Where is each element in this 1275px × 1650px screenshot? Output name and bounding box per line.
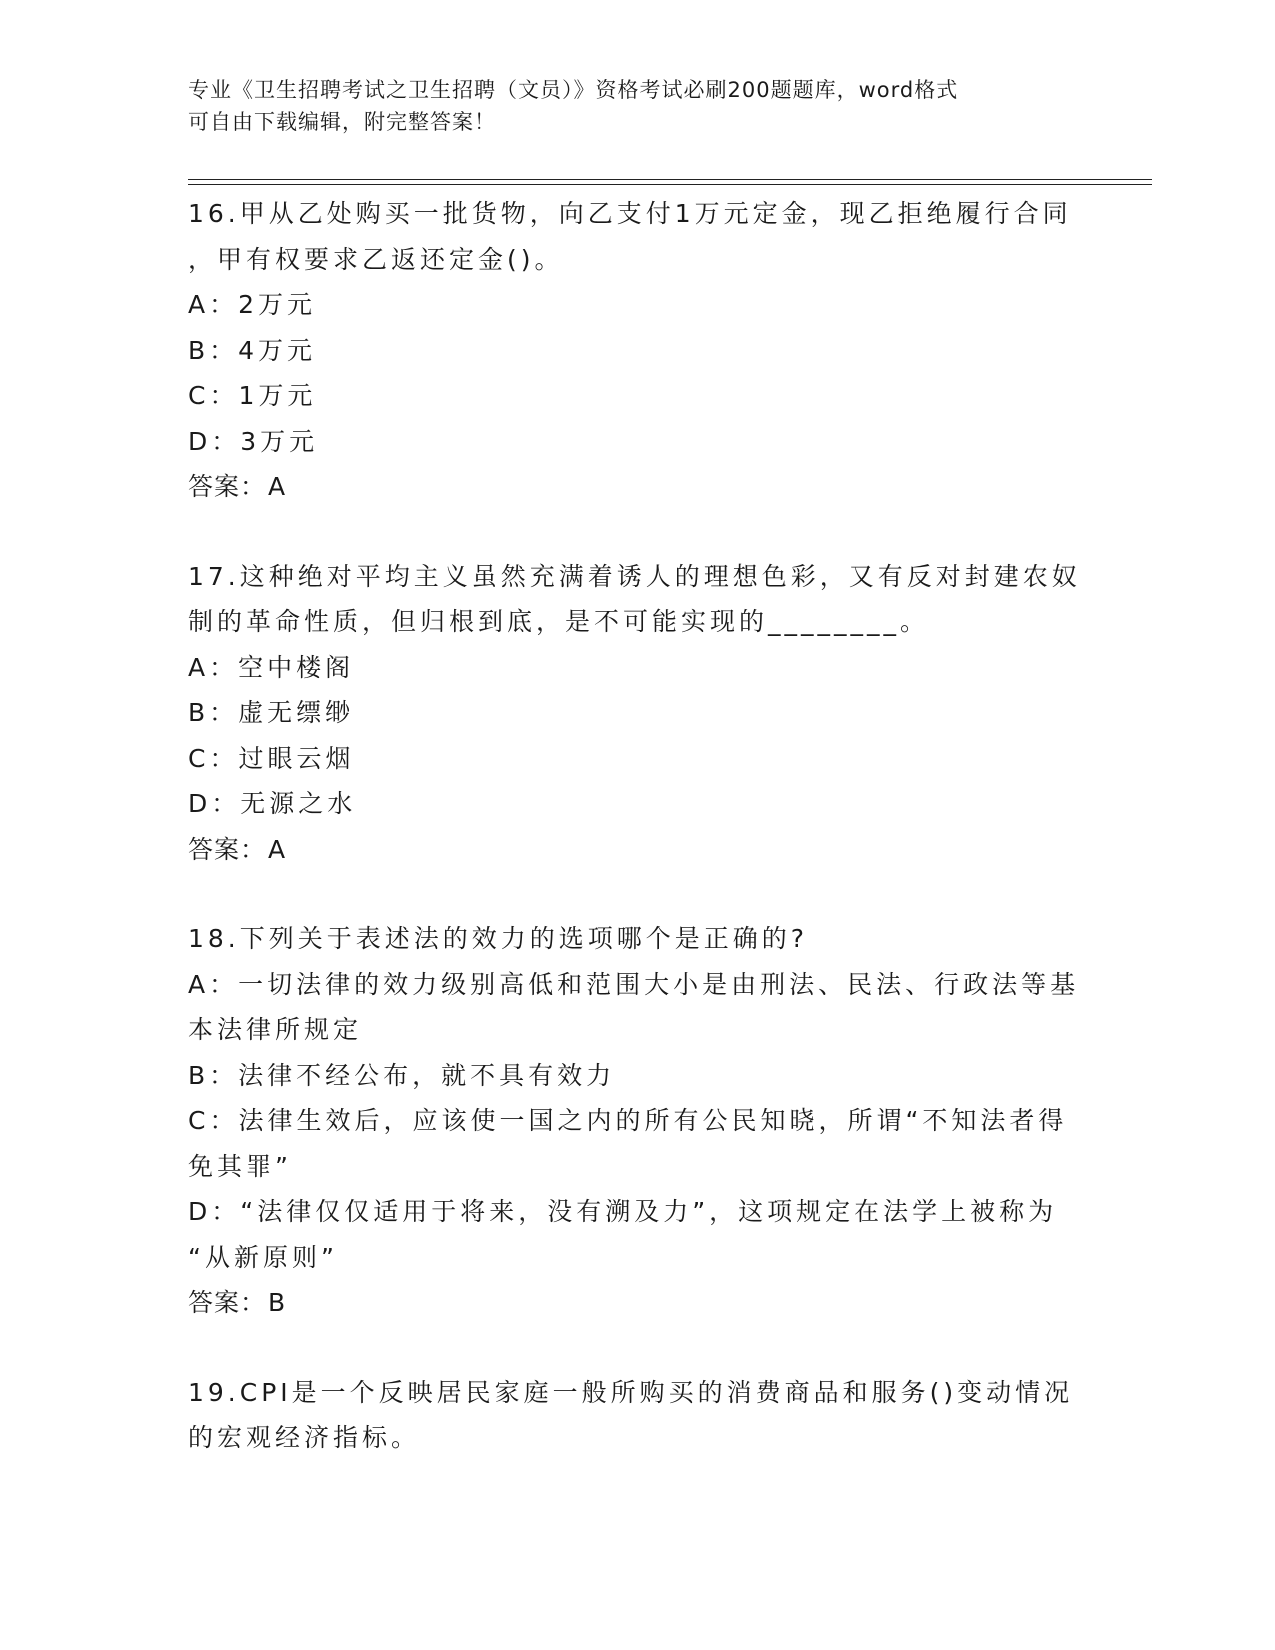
answer-value: A	[268, 472, 287, 501]
answer-line	[188, 1280, 1088, 1326]
answer-line	[188, 827, 1088, 873]
header-line: 可自由下载编辑，附完整答案！	[188, 110, 496, 134]
question-17	[188, 554, 1088, 873]
answer-value: A	[268, 834, 287, 864]
question-stem: 的宏观经济指标。	[188, 1423, 421, 1452]
question-19	[188, 1370, 1088, 1461]
header-line: 专业《卫生招聘考试之卫生招聘（文员）》资格考试必刷200题题库，word格式	[188, 78, 959, 102]
option-a-continued: 本法律所规定	[188, 1015, 363, 1044]
question-stem: 16.甲从乙处购买一批货物，向乙支付1万元定金，现乙拒绝履行合同	[188, 199, 1072, 228]
option-d-continued: “从新原则”	[188, 1242, 338, 1272]
question-18	[188, 916, 1088, 1326]
question-stem: ，甲有权要求乙返还定金()。	[188, 244, 564, 274]
option-a: A：一切法律的效力级别高低和范围大小是由刑法、民法、行政法等基	[188, 969, 1080, 999]
option-b: B：法律不经公布，就不具有效力	[188, 1060, 616, 1090]
option-c: C：1万元	[188, 381, 317, 410]
answer-label: 答案：	[188, 472, 267, 501]
option-c: C：过眼云烟	[188, 743, 355, 773]
option-b: B：虚无缥缈	[188, 698, 355, 727]
option-c-continued: 免其罪”	[188, 1151, 292, 1181]
answer-label: 答案：	[188, 1288, 267, 1317]
option-c: C：法律生效后，应该使一国之内的所有公民知晓，所谓“不知法者得	[188, 1106, 1068, 1135]
option-d: D：3万元	[188, 426, 319, 456]
question-stem: 18.下列关于表述法的效力的选项哪个是正确的?	[188, 924, 809, 953]
answer-line	[188, 464, 1088, 510]
option-a: A：2万元	[188, 290, 317, 319]
header-divider	[188, 179, 1152, 180]
option-d: D：“法律仅仅适用于将来，没有溯及力”，这项规定在法学上被称为	[188, 1197, 1058, 1226]
option-d: D：无源之水	[188, 789, 357, 818]
header-divider	[188, 184, 1152, 185]
question-stem: 19.CPI是一个反映居民家庭一般所购买的消费商品和服务()变动情况	[188, 1377, 1074, 1407]
question-list	[188, 191, 1088, 1505]
document-header	[188, 74, 1068, 138]
answer-label: 答案：	[188, 834, 267, 864]
question-16	[188, 191, 1088, 510]
question-stem: 制的革命性质，但归根到底，是不可能实现的________。	[188, 607, 930, 636]
option-b: B：4万元	[188, 335, 317, 365]
option-a: A：空中楼阁	[188, 652, 355, 682]
question-stem: 17.这种绝对平均主义虽然充满着诱人的理想色彩，又有反对封建农奴	[188, 561, 1081, 591]
answer-value: B	[268, 1288, 287, 1317]
